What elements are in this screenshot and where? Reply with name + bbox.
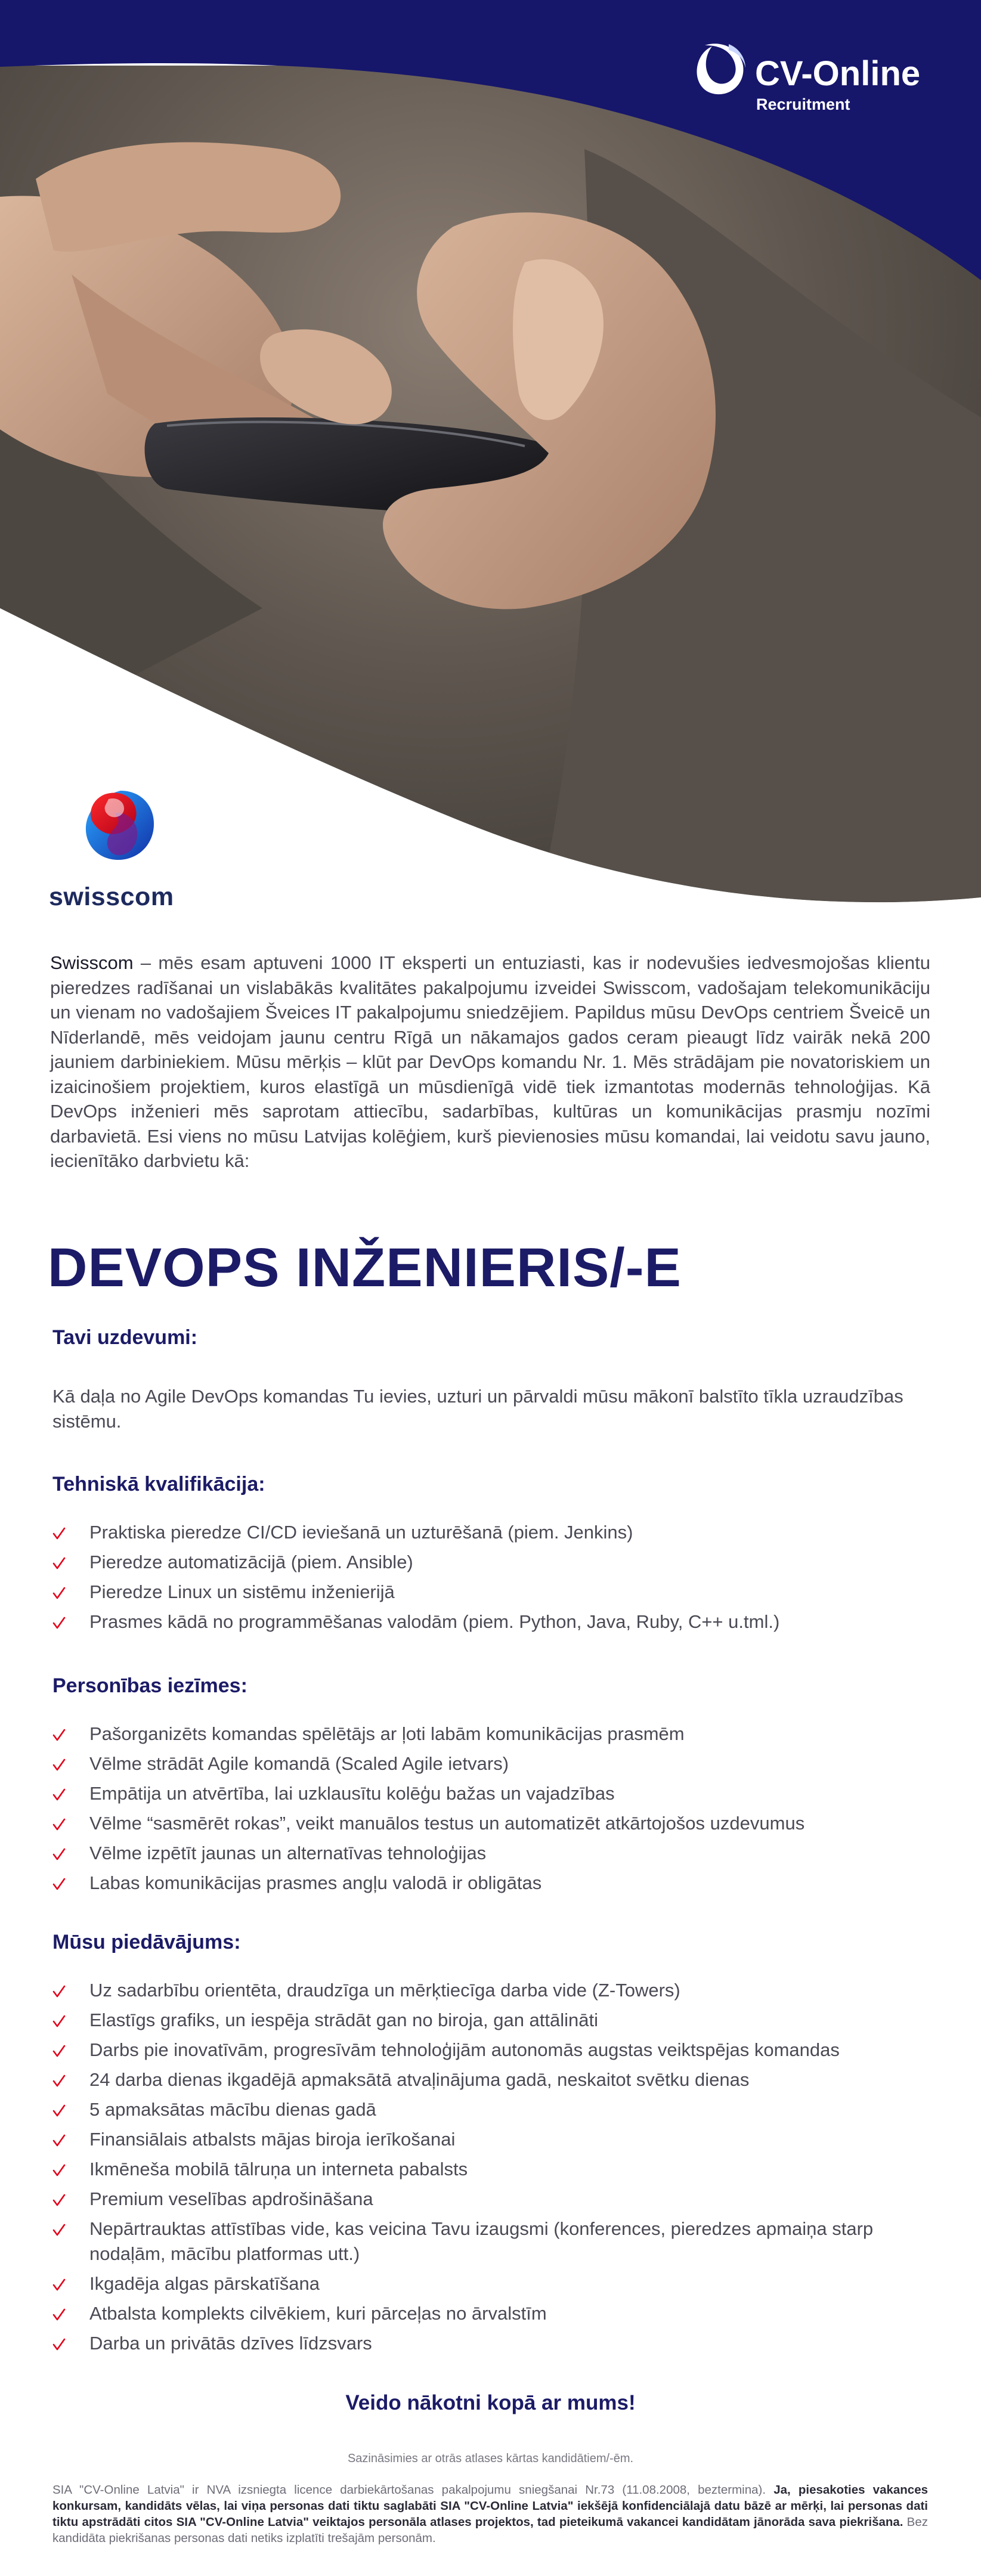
checkmark-icon xyxy=(52,1587,66,1600)
list-item-text: Vēlme “sasmērēt rokas”, veikt manuālos testus un automatizēt atkārtojošos uzdevumus xyxy=(89,1813,805,1834)
list-item-text: Darba un privātās dzīves līdzsvars xyxy=(89,2333,372,2354)
list-item xyxy=(52,2271,947,2296)
legal-license: SIA "CV-Online Latvia" ir NVA izsniegta licence darbiekārtošanas pakalpojumu sniegšanai Nr.73 (11.08.2008, beztermina). xyxy=(52,2483,774,2497)
list-item xyxy=(52,2008,947,2033)
list-item-text: Ikgadēja algas pārskatīšana xyxy=(89,2273,320,2294)
checkmark-icon xyxy=(52,2164,66,2177)
job-title: DEVOPS INŽENIERIS/-E xyxy=(48,1237,682,1298)
offer-title: Mūsu piedāvājums: xyxy=(52,1931,241,1953)
tech-title: Tehniskā kvalifikācija: xyxy=(52,1473,265,1496)
checkmark-icon xyxy=(52,2015,66,2028)
checkmark-icon xyxy=(52,1818,66,1831)
cv-online-swirl-icon xyxy=(693,39,750,99)
swisscom-logo xyxy=(49,787,192,918)
offer-list xyxy=(52,1978,947,2356)
list-item xyxy=(52,1609,947,1634)
list-item-text: Pieredze Linux un sistēmu inženierijā xyxy=(89,1581,395,1602)
checkmark-icon xyxy=(52,1729,66,1742)
list-item-text: Nepārtrauktas attīstības vide, kas veicina Tavu izaugsmi (konferences, pieredzes apmaiņa starp nodaļām, mācību platformas utt.) xyxy=(89,2218,874,2264)
list-item xyxy=(52,1978,947,2003)
swisscom-lifeform-icon xyxy=(79,787,168,883)
checkmark-icon xyxy=(52,2224,66,2237)
checkmark-icon xyxy=(52,1848,66,1861)
list-item-text: Darbs pie inovatīvām, progresīvām tehnoloģijām autonomās augstas veiktspējas komandas xyxy=(89,2039,840,2060)
duties-text: Kā daļa no Agile DevOps komandas Tu ievies, uzturi un pārvaldi mūsu mākonī balstīto tīkla uzraudzības sistēmu. xyxy=(52,1386,903,1432)
header-banner xyxy=(0,0,981,918)
list-item-text: Ikmēneša mobilā tālruņa un interneta pabalsts xyxy=(89,2159,468,2179)
intro-text: – mēs esam aptuveni 1000 IT eksperti un entuziasti, kas ir nodevušies iedvesmojošas klientu pieredzes radīšanai un vislabākās kvalitātes pakalpojumu izveidei Swisscom, vadošajam telekomunikāciju un vienam no vadošajiem Šveices IT pakalpojumu sniedzējiem. Papildus mūsu DevOps centriem Šveicē un Nīderlandē, mēs veidojam jaunu centru Rīgā un nākamajos gados ceram pieaugt līdz vairāk nekā 200 jauniem darbiniekiem. Mūsu mērķis – klūt par DevOps komandu Nr. 1. Mēs strādājam pie novatoriskiem un izaicinošiem projektiem, kuros elastīgā un mūsdienīgā vidē tiek izmantotas modernās tehnoloģijas. Kā DevOps inženieri mēs saprotam attiecību, sadarbības, kultūras un komunikācijas prasmju nozīmi darbavietā. Esi viens no mūsu Latvijas kolēģiem, kurš pievienosies mūsu komandai, lai veidotu savu jauno, iecienītāko darbvietu kā: xyxy=(50,952,930,1171)
list-item xyxy=(52,1580,947,1605)
list-item-text: Pieredze automatizācijā (piem. Ansible) xyxy=(89,1552,413,1572)
intro-brand: Swisscom xyxy=(50,952,134,973)
list-item-text: Praktiska pieredze CI/CD ieviešanā un uzturēšanā (piem. Jenkins) xyxy=(89,1522,633,1543)
checkmark-icon xyxy=(52,1617,66,1630)
list-item-text: Finansiālais atbalsts mājas biroja ierīkošanai xyxy=(89,2129,456,2150)
list-item xyxy=(52,2216,947,2267)
legal-notice xyxy=(52,2482,928,2546)
checkmark-icon xyxy=(52,2338,66,2351)
list-item-text: Pašorganizēts komandas spēlētājs ar ļoti labām komunikācijas prasmēm xyxy=(89,1723,685,1744)
cv-online-brand-sub: Recruitment xyxy=(756,95,850,113)
list-item-text: Vēlme izpētīt jaunas un alternatīvas tehnoloģijas xyxy=(89,1843,487,1863)
list-item-text: 24 darba dienas ikgadējā apmaksātā atvaļinājuma gadā, neskaitot svētku dienas xyxy=(89,2069,750,2090)
checkmark-icon xyxy=(52,1758,66,1772)
list-item xyxy=(52,1550,947,1575)
list-item xyxy=(52,2097,947,2122)
list-item xyxy=(52,1520,947,1545)
checkmark-icon xyxy=(52,2134,66,2147)
checkmark-icon xyxy=(52,2045,66,2058)
list-item xyxy=(52,2157,947,2182)
checkmark-icon xyxy=(52,1557,66,1570)
call-to-action: Veido nākotni kopā ar mums! xyxy=(345,2391,636,2414)
header-artwork xyxy=(0,0,981,918)
checkmark-icon xyxy=(52,2104,66,2117)
checkmark-icon xyxy=(52,2278,66,2292)
swisscom-wordmark: swisscom xyxy=(49,883,174,911)
legal-privacy: Bez kandidāta piekrišanas personas dati netiks izplatīti trešajām personām. xyxy=(52,2515,928,2545)
checkmark-icon xyxy=(52,1527,66,1540)
duties-title: Tavi uzdevumi: xyxy=(52,1326,198,1349)
checkmark-icon xyxy=(52,2308,66,2321)
tech-section xyxy=(52,1473,947,1639)
list-item xyxy=(52,1781,947,1806)
personal-section xyxy=(52,1674,947,1900)
contact-note: Sazināsimies ar otrās atlases kārtas kandidātiem/-ēm. xyxy=(347,2452,634,2465)
list-item-text: Elastīgs grafiks, un iespēja strādāt gan no biroja, gan attālināti xyxy=(89,2010,599,2030)
list-item-text: Empātija un atvērtība, lai uzklausītu kolēģu bažas un vajadzības xyxy=(89,1783,615,1804)
list-item xyxy=(52,2331,947,2356)
list-item xyxy=(52,2127,947,2152)
list-item-text: 5 apmaksātas mācību dienas gadā xyxy=(89,2099,376,2120)
list-item xyxy=(52,1811,947,1836)
tech-list xyxy=(52,1520,947,1634)
list-item-text: Uz sadarbību orientēta, draudzīga un mērķtiecīga darba vide (Z-Towers) xyxy=(89,1980,680,2001)
legal-consent: Ja, piesakoties vakances konkursam, kandidāts vēlas, lai viņa personas dati tiktu saglabāti SIA "CV-Online Latvia" iekšējā konfidenciālajā datu bāzē ar mērķi, lai personas dati tiktu apstrādāti citos SIA "CV-Online Latvia" veiktajos personāla atlases projektos, tad pieteikumā vakancei kandidātam jānorāda sava piekrišana. xyxy=(52,2483,928,2529)
list-item xyxy=(52,2038,947,2063)
checkmark-icon xyxy=(52,1788,66,1801)
list-item xyxy=(52,2067,947,2092)
cv-online-brand-name: CV-Online xyxy=(755,54,921,93)
checkmark-icon xyxy=(52,1878,66,1891)
list-item xyxy=(52,1722,947,1747)
company-intro xyxy=(50,950,930,1174)
duties-section xyxy=(52,1326,947,1434)
cv-online-logo xyxy=(693,39,943,123)
list-item xyxy=(52,2301,947,2326)
checkmark-icon xyxy=(52,1985,66,1998)
checkmark-icon xyxy=(52,2194,66,2207)
list-item xyxy=(52,2187,947,2212)
list-item-text: Vēlme strādāt Agile komandā (Scaled Agile ietvars) xyxy=(89,1753,509,1774)
list-item xyxy=(52,1871,947,1896)
offer-section xyxy=(52,1931,947,2361)
list-item xyxy=(52,1751,947,1776)
list-item-text: Prasmes kādā no programmēšanas valodām (piem. Python, Java, Ruby, C++ u.tml.) xyxy=(89,1611,780,1632)
list-item-text: Labas komunikācijas prasmes angļu valodā ir obligātas xyxy=(89,1872,542,1893)
personal-title: Personības iezīmes: xyxy=(52,1674,247,1697)
list-item-text: Premium veselības apdrošināšana xyxy=(89,2188,373,2209)
personal-list xyxy=(52,1722,947,1896)
list-item-text: Atbalsta komplekts cilvēkiem, kuri pārceļas no ārvalstīm xyxy=(89,2303,547,2324)
list-item xyxy=(52,1841,947,1866)
checkmark-icon xyxy=(52,2075,66,2088)
